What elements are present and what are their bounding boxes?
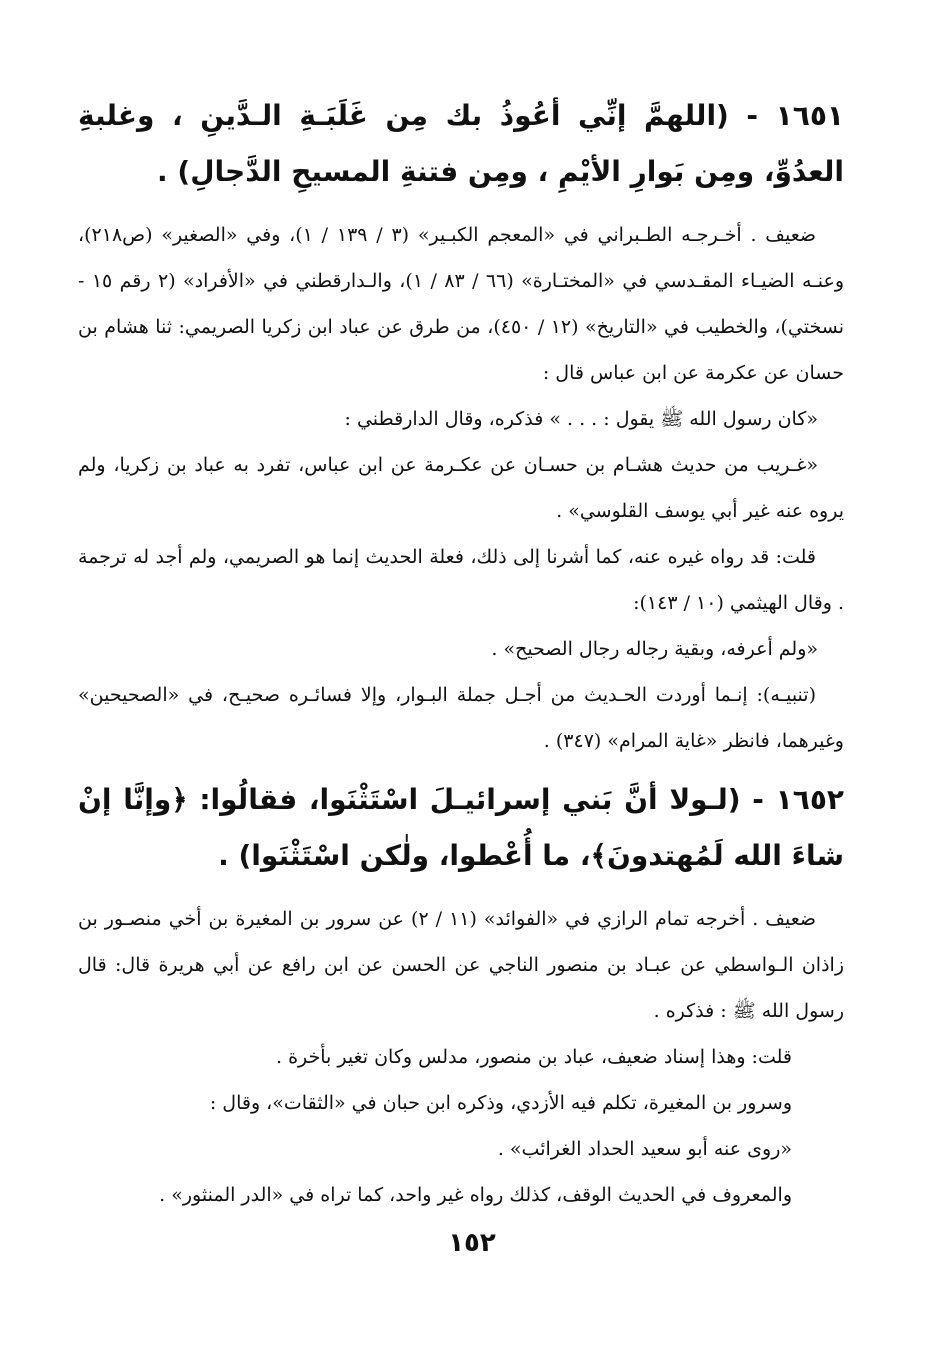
hadith-1652-takhrij: ضعيف . أخرجه تمام الرازي في «الفوائد» (١١ / ٢) عن سرور بن المغيرة بن أخي منصـور بن زاذان الـواسطي عن عبـاد بن منصور الناجي عن الحسن عن ابن رافع عن أبي هريرة قال: قال رسول الله ﷺ : فذكره . [78,908,844,1022]
page-number: ١٥٢ [448,1228,496,1258]
hadith-1652-note-2: وسرور بن المغيرة، تكلم فيه الأزدي، وذكره ابن حبان في «الثقات»، وقال : [209,1092,792,1114]
hadith-1651-quote-2: «غـريب من حديث هشـام بن حسـان عن عكـرمة عن ابن عباس، تفرد به عباد بن زكريا، ولم يروه عنه غير أبي يوسف القلوسي» . [78,454,844,522]
hadith-1651-tanbih: (تنبيـه): إنـما أوردت الحـديث من أجـل جملة البـوار، وإلا فسائـره صحيـح، في «الصحيحين» وغيرهما، فانظر «غاية المرام» (٣٤٧) . [78,684,844,752]
hadith-1651-text: ١٦٥١ - (اللهمَّ إنِّي أعُوذُ بك مِن غَلَبَـةِ الـدَّينِ ، وغلبةِ العدُوِّ، ومِن بَوارِ الأيْمِ ، ومِن فتنةِ المسيحِ الدَّجالِ) . [78,99,844,188]
hadith-1652-text: ١٦٥٢ - (لـولا أنَّ بَني إسرائيـلَ اسْتَثْنَوا، فقالُوا: ﴿وإنَّا إنْ شاءَ الله لَمُهتدونَ﴾، ما أُعْطوا، ولٰكن اسْتَثْنَوا) . [78,783,844,872]
hadith-1651-quote-1: «كان رسول الله ﷺ يقول : . . . » فذكره، وقال الدارقطني : [344,408,818,430]
hadith-1652-note-3: والمعروف في الحديث الوقف، كذلك رواه غير واحد، كما تراه في «الدر المنثور» . [159,1184,792,1206]
hadith-1651-quote-3: «ولم أعرفه، وبقية رجاله رجال الصحيح» . [491,638,818,660]
hadith-1652-note-1: قلت: وهذا إسناد ضعيف، عباد بن منصور، مدلس وكان تغير بأخرة . [275,1046,792,1068]
hadith-1652-quote-1: «روى عنه أبو سعيد الحداد الغرائب» . [497,1138,792,1160]
hadith-1651-takhrij: ضعيف . أخـرجـه الطـبراني في «المعجم الكبـير» (٣ / ١٣٩ / ١)، وفي «الصغير» (ص٢١٨)، وعنـه الضيـاء المقـدسي في «المختـارة» (٦٦ / ٨٣ / ١)، والـدارقطني في «الأفراد» (٢ رقم ١٥ - نسختي)، والخطيب في «التاريخ» (١٢ / ٤٥٠)، من طرق عن عباد ابن زكريا الصريمي: ثنا هشام بن حسان عن عكرمة عن ابن عباس قال : [78,224,845,384]
hadith-1651-note-1: قلت: قد رواه غيره عنه، كما أشرنا إلى ذلك، فعلة الحديث إنما هو الصريمي، ولم أجد له ترجمة . وقال الهيثمي (١٠ / ١٤٣): [78,546,844,614]
